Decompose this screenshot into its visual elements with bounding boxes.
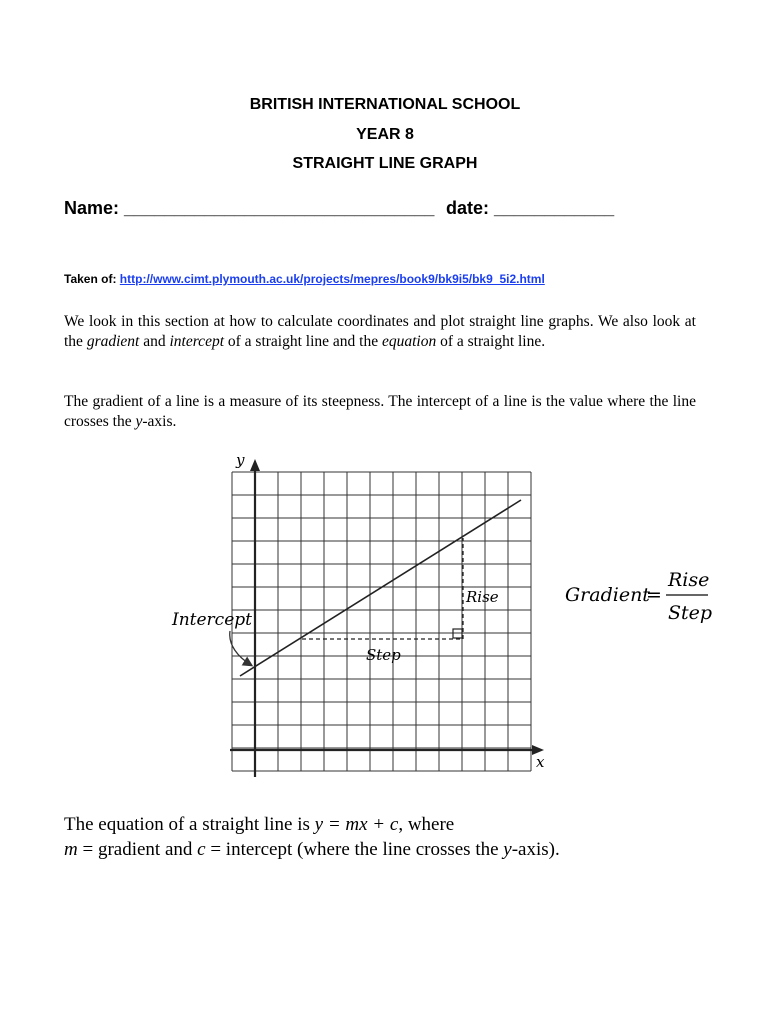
equation-text-part: The equation of a straight line is [64,814,315,835]
term-gradient: gradient [86,333,140,350]
equation-line-1 [64,812,560,837]
intro-paragraph-1 [64,312,696,352]
formula-numerator: Rise [668,569,710,591]
y-axis-arrow [250,459,260,471]
symbol-m: m [64,839,78,860]
step-label: Step [366,646,401,664]
intro-paragraph-2 [64,392,696,432]
date-blank[interactable]: ____________ [494,198,615,218]
formula-left: Gradient [565,584,650,606]
y-axis-label: y [236,451,245,469]
intro-text: The gradient of a line is a measure of its steepness. The intercept of a line is the value where the line crosses the [64,393,696,430]
gradient-diagram [160,445,720,785]
equation-text-part: , where [398,814,455,835]
date-label: date: [446,198,490,218]
grid [232,472,531,771]
year-title: YEAR 8 [356,126,414,143]
date-field[interactable] [446,198,614,219]
topic-title: STRAIGHT LINE GRAPH [292,155,478,172]
intro-text: We look in this section at how to calculate coordinates and plot straight line graphs. We also look at the [64,313,696,350]
formula-equals: = [646,584,662,606]
intro-text: -axis. [142,413,177,430]
equation-formula: y = mx + c [314,814,399,835]
intercept-label: Intercept [172,610,252,630]
equation-text [64,812,560,862]
equation-text-part: -axis). [511,839,560,860]
intro-text: of a straight line. [436,333,546,350]
intro-text: of a straight line and the [224,333,382,350]
term-equation: equation [381,333,437,350]
term-intercept: intercept [169,333,224,350]
intro-text: and [139,333,170,350]
rise-label: Rise [466,588,499,606]
symbol-y: y [503,839,512,860]
name-label: Name: [64,198,120,218]
x-axis-label: x [536,753,545,771]
source-link[interactable]: http://www.cimt.plymouth.ac.uk/projects/mepres/book9/bk9i5/bk9_5i2.html [119,272,545,286]
term-y: y [135,413,143,430]
name-blank[interactable]: _______________________________ [124,198,435,218]
source-label: Taken of: [64,272,117,286]
school-title: BRITISH INTERNATIONAL SCHOOL [249,96,521,113]
equation-line-2 [64,837,560,862]
equation-text-part: = gradient and [77,839,198,860]
symbol-c: c [197,839,206,860]
intercept-arrow [230,631,251,665]
source-line [64,272,545,286]
gradient-formula [565,569,712,624]
equation-text-part: = intercept (where the line crosses the [205,839,504,860]
formula-denominator: Step [668,602,713,624]
name-field[interactable] [64,198,434,219]
